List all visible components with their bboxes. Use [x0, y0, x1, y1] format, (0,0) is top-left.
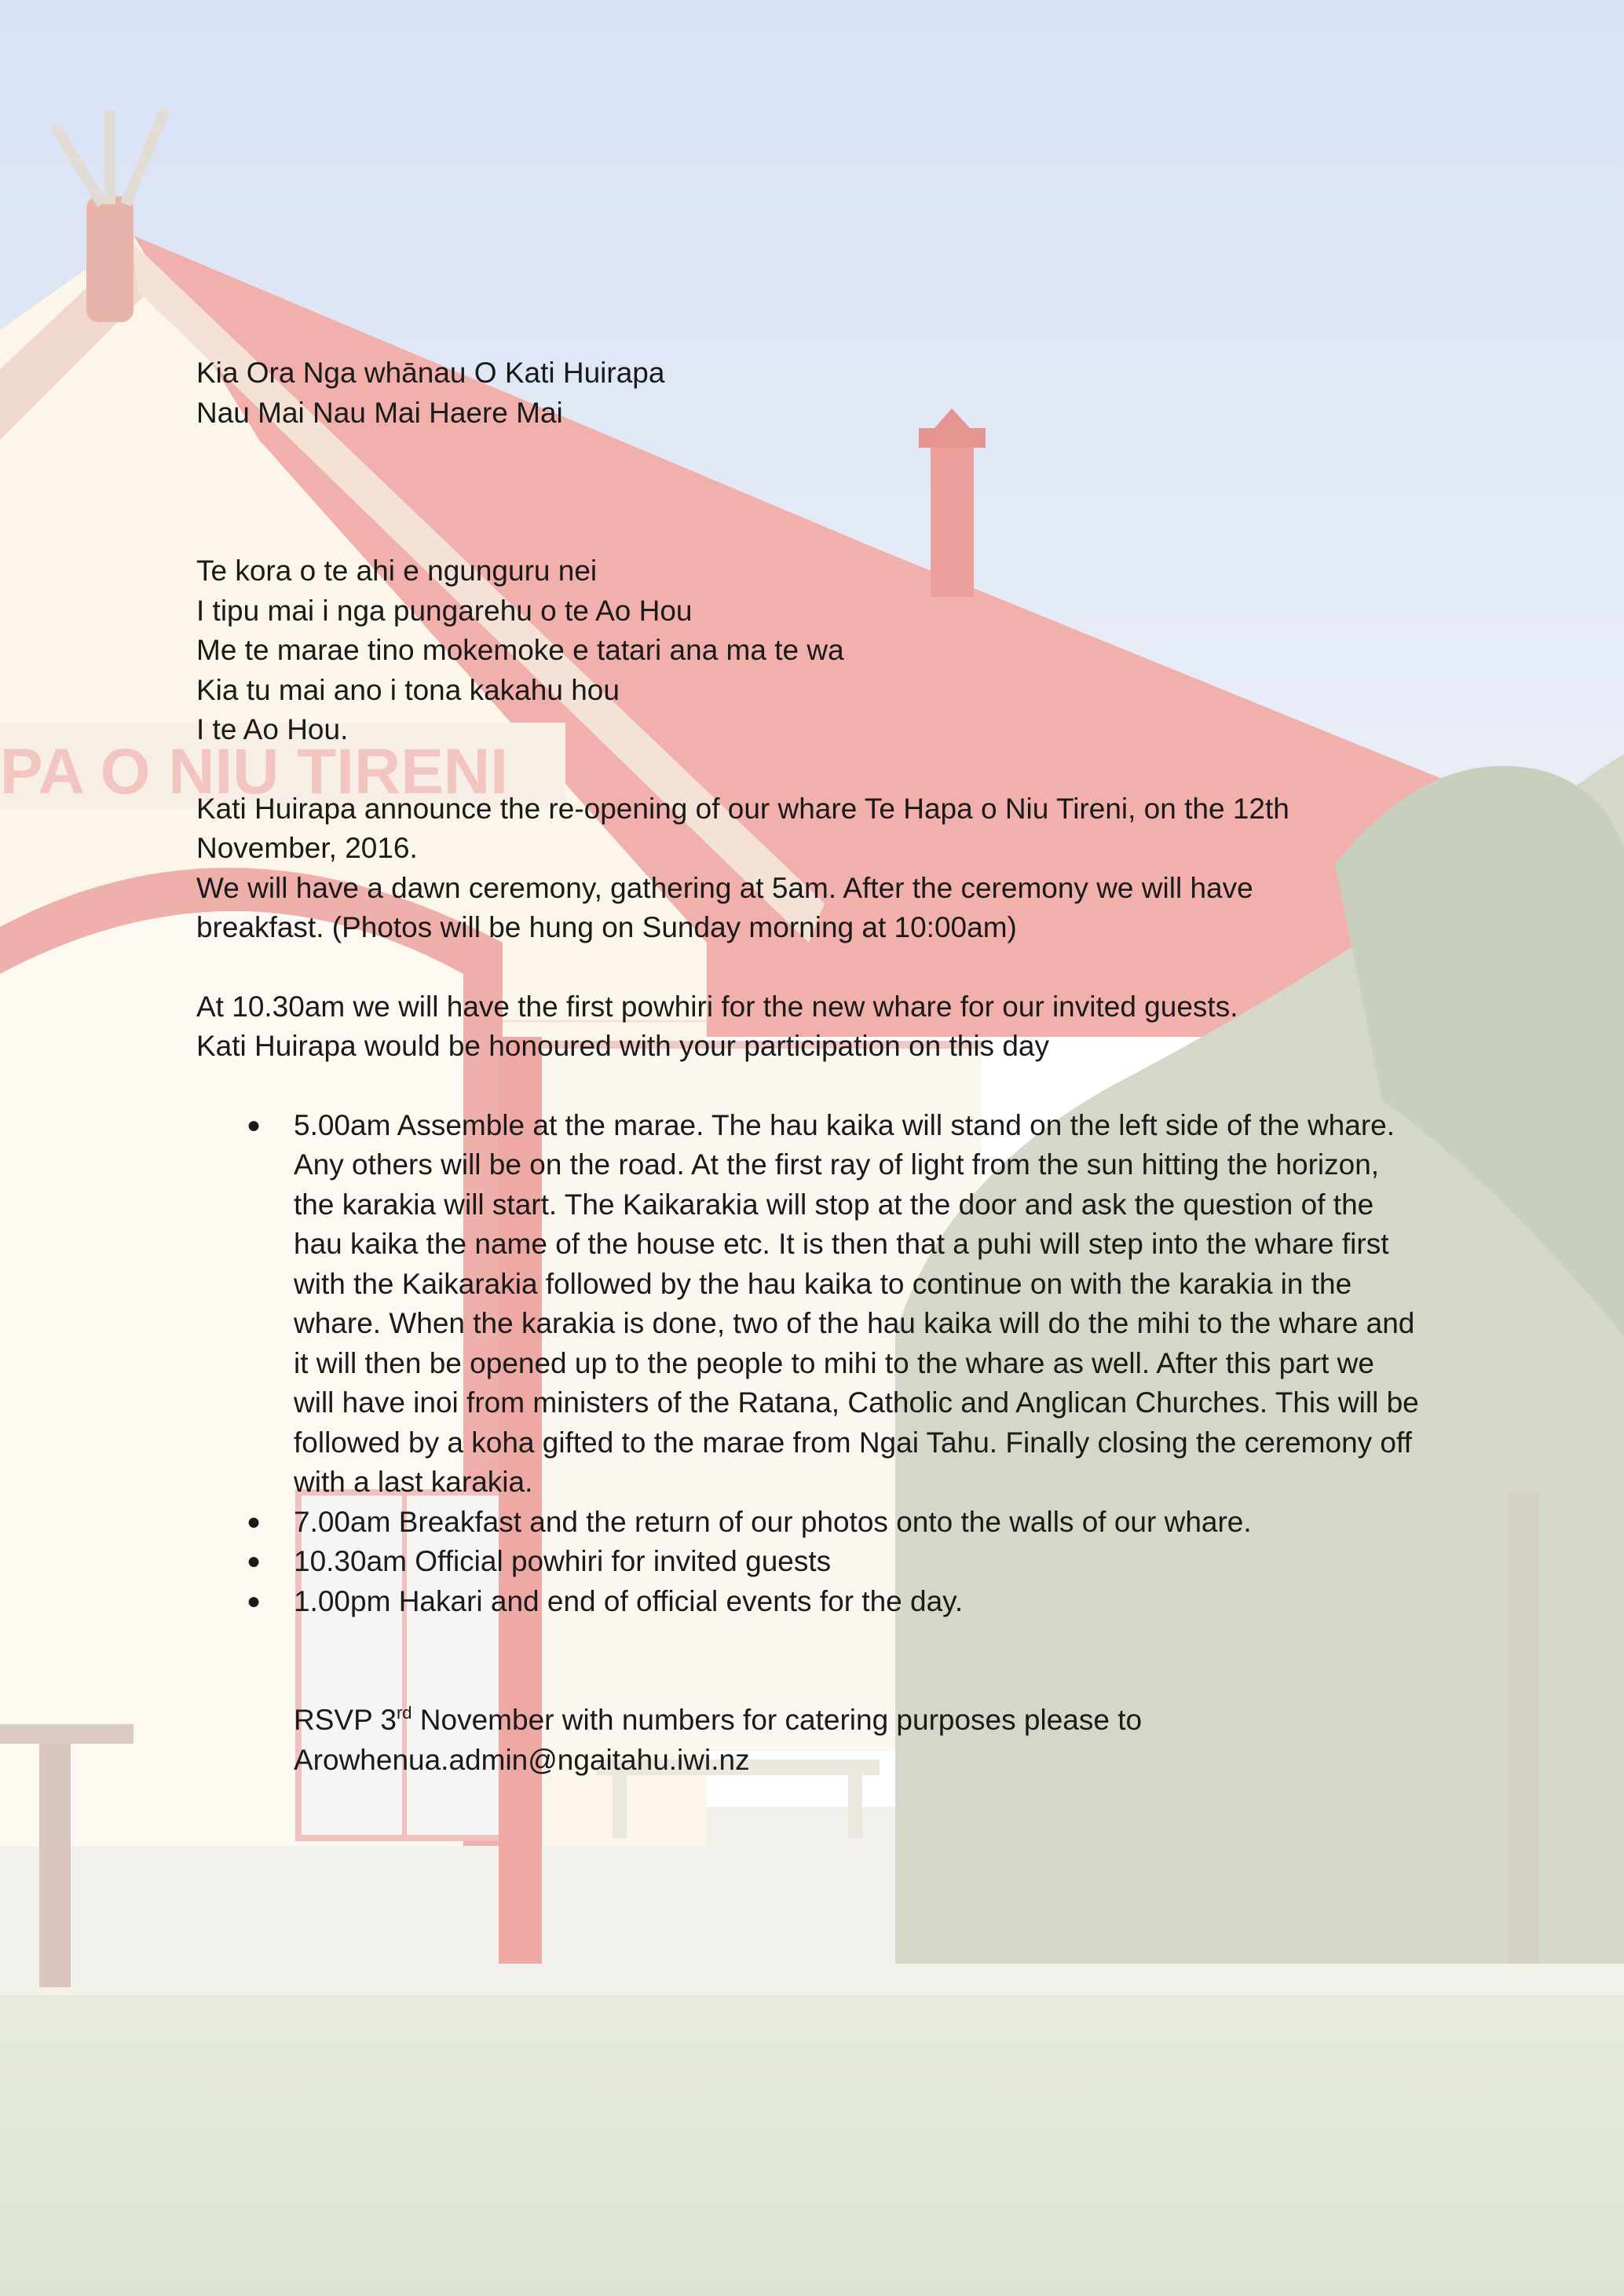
announcement-line: breakfast. (Photos will be hung on Sunday morning at 10:00am)	[196, 911, 1017, 943]
event-item	[196, 1503, 1421, 1543]
announcement-line: We will have a dawn ceremony, gathering at 5am. After the ceremony we will have	[196, 871, 1253, 904]
poem-line: Te kora o te ahi e ngunguru nei	[196, 555, 598, 587]
bullet-icon: ●	[247, 1111, 262, 1138]
event-text: 1.00pm Hakari and end of official events for the day.	[294, 1584, 964, 1617]
announcement-line: Kati Huirapa announce the re-opening of our whare Te Hapa o Niu Tireni, on the 12th	[196, 792, 1289, 825]
invitation-paragraph	[196, 987, 1421, 1067]
letter-body	[196, 353, 1421, 1780]
rsvp-superscript: rd	[396, 1703, 412, 1723]
rsvp-email: Arowhenua.admin@ngaitahu.iwi.nz	[294, 1743, 750, 1776]
poem-line: I te Ao Hou.	[196, 713, 349, 745]
rsvp-prefix: RSVP 3	[294, 1704, 397, 1736]
announcement-paragraph	[196, 789, 1421, 948]
poem-line: Kia tu mai ano i tona kakahu hou	[196, 673, 620, 706]
bullet-icon: ●	[247, 1508, 262, 1535]
announcement-line: November, 2016.	[196, 832, 418, 864]
invitation-line: Kati Huirapa would be honoured with your participation on this day	[196, 1030, 1049, 1062]
tekoteko	[86, 196, 134, 322]
poem	[196, 551, 1421, 750]
event-item	[196, 1106, 1421, 1503]
invitation-line: At 10.30am we will have the first powhiri for the new whare for our invited guests.	[196, 990, 1238, 1023]
sign-text: PA O NIU TIRENI	[0, 736, 508, 807]
event-text: 7.00am Breakfast and the return of our photos onto the walls of our whare.	[294, 1505, 1252, 1538]
grass	[0, 1995, 1624, 2296]
event-schedule	[196, 1106, 1421, 1622]
greeting-line-2: Nau Mai Nau Mai Haere Mai	[196, 396, 563, 429]
post	[39, 1728, 71, 1987]
event-item	[196, 1582, 1421, 1622]
event-item	[196, 1542, 1421, 1582]
poem-line: Me te marae tino mokemoke e tatari ana ma te wa	[196, 634, 844, 666]
event-text: 10.30am Official powhiri for invited guests	[294, 1545, 832, 1577]
poem-line: I tipu mai i nga pungarehu o te Ao Hou	[196, 594, 693, 627]
rsvp-block	[196, 1701, 1421, 1780]
rsvp-suffix: November with numbers for catering purposes please to	[411, 1704, 1143, 1736]
bullet-icon: ●	[247, 1548, 262, 1574]
greeting-line-1: Kia Ora Nga whānau O Kati Huirapa	[196, 357, 665, 389]
rsvp-line	[294, 1701, 1421, 1741]
event-text: 5.00am Assemble at the marae. The hau kaika will stand on the left side of the whare. Any others will be on the road. At the first ray of light from the sun hitting the horizon, the karakia will start. The Kaikarakia will stop at the door and ask the question of the hau kaika the name of the house etc. It is then that a puhi will step into the whare first with the Kaikarakia followed by the hau kaika to continue on with the karakia in the whare. When the karakia is done, two of the hau kaika will do the mihi to the whare and it will then be opened up to the people to mihi to the whare as well. After this part we will have inoi from ministers of the Ratana, Catholic and Anglican Churches. This will be followed by a koha gifted to the marae from Ngai Tahu. Finally closing the ceremony off with a last karakia.	[294, 1108, 1419, 1498]
bullet-icon: ●	[247, 1587, 262, 1614]
